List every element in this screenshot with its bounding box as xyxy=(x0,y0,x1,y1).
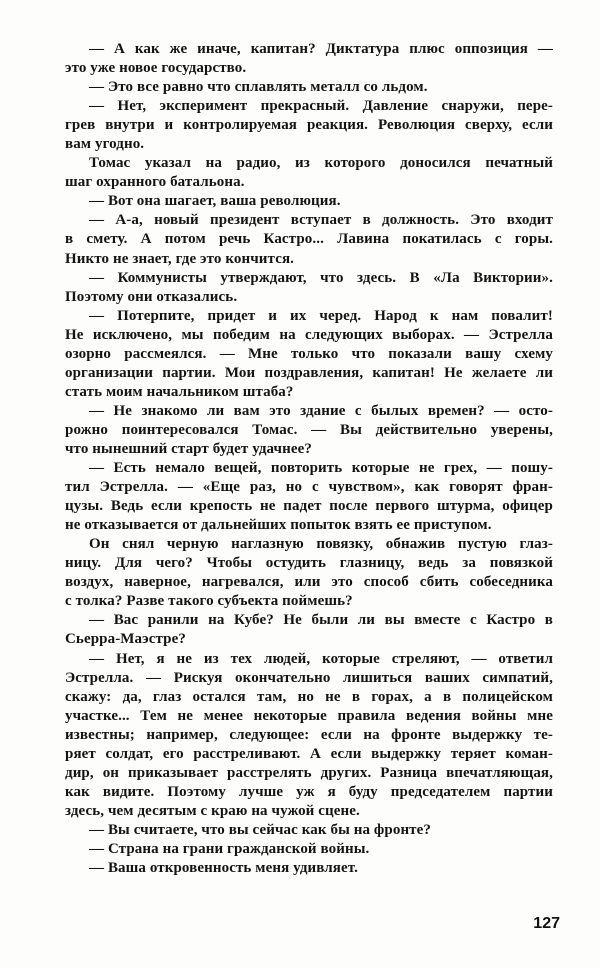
text-line: стать моим начальником штаба? xyxy=(65,383,294,400)
text-line: — Потерпите, придет и их черед. Народ к нам повалит! xyxy=(89,307,553,324)
text-line: что нынешний старт будет удачнее? xyxy=(65,440,312,457)
text-line: не отказывается от дальнейших попыток взять ее приступом. xyxy=(65,517,492,534)
text-line: здесь, чем десятым с краю на чужой сцене. xyxy=(65,802,360,819)
text-line: озорно рассмеялся. — Мне только что показали вашу схему xyxy=(65,345,553,362)
text-line: Сьерра-Маэстре? xyxy=(65,631,186,648)
text-line: — Нет, я не из тех людей, которые стреляют, — ответил xyxy=(89,650,553,667)
body-text xyxy=(65,40,553,878)
text-line: Он снял черную наглазную повязку, обнажив пустую глаз- xyxy=(89,536,553,553)
text-line: — Страна на грани гражданской войны. xyxy=(89,840,370,857)
text-line: — Это все равно что сплавлять металл со льдом. xyxy=(89,79,428,96)
text-line: — Вас ранили на Кубе? Не были ли вы вместе с Кастро в xyxy=(89,612,553,629)
text-line: цузы. Ведь если крепость не падет после первого штурма, офицер xyxy=(65,498,553,515)
text-line: — Вот она шагает, ваша революция. xyxy=(89,193,341,210)
text-line: шаг охранного батальона. xyxy=(65,174,245,191)
text-line: вам угодно. xyxy=(65,136,145,153)
page-number: 127 xyxy=(533,915,560,932)
text-line: с толка? Разве такого субъекта поймешь? xyxy=(65,593,353,610)
text-line: — Вы считаете, что вы сейчас как бы на фронте? xyxy=(89,821,432,838)
text-line: — Коммунисты утверждают, что здесь. В «Ла Виктории». xyxy=(89,269,553,286)
text-line: — А-а, новый президент вступает в должность. Это входит xyxy=(89,212,553,229)
text-line: как видите. Поэтому лучше уж я буду председателем партии xyxy=(65,783,553,800)
text-line: рожно поинтересовался Томас. — Вы действительно уверены, xyxy=(65,421,553,438)
text-line: ряет солдат, его расстреливают. А если выдержку теряет коман- xyxy=(65,745,553,762)
text-line: это уже новое государство. xyxy=(65,60,247,77)
text-line: известны; например, следующее: если на фронте выдержку те- xyxy=(65,726,553,743)
text-line: Никто не знает, где это кончится. xyxy=(65,250,295,267)
text-line: дир, он приказывает расстрелять других. Разница впечатляющая, xyxy=(65,764,553,781)
text-line: тил Эстрелла. — «Еще раз, но с чувством», как говорят фран- xyxy=(65,479,553,496)
text-line: — Не знакомо ли вам это здание с былых времен? — осто- xyxy=(89,402,553,419)
text-line: грев внутри и контролируемая реакция. Революция сверху, если xyxy=(65,117,553,134)
text-line: — Ваша откровенность меня удивляет. xyxy=(89,860,358,877)
text-line: участке... Тем не менее некоторые правила ведения войны мне xyxy=(65,707,553,724)
text-line: Эстрелла. — Рискуя окончательно лишиться ваших симпатий, xyxy=(65,669,553,686)
text-line: скажу: да, глаз остался там, но не в горах, а в полицейском xyxy=(65,688,553,705)
text-line: Не исключено, мы победим на следующих выборах. — Эстрелла xyxy=(65,326,553,343)
text-line: — Есть немало вещей, повторить которые не грех, — пошу- xyxy=(89,460,553,477)
text-line: организации партии. Мои поздравления, капитан! Не желаете ли xyxy=(65,364,553,381)
text-line: Поэтому они отказались. xyxy=(65,288,238,305)
text-line: Томас указал на радио, из которого доносился печатный xyxy=(89,155,553,172)
text-line: — Нет, эксперимент прекрасный. Давление снаружи, пере- xyxy=(89,98,553,115)
text-line: ницу. Для чего? Чтобы остудить глазницу, ведь за повязкой xyxy=(65,555,553,572)
text-line: — А как же иначе, капитан? Диктатура плюс оппозиция — xyxy=(89,41,553,57)
text-line: воздух, наверное, нагревался, или это способ сбить собеседника xyxy=(65,574,553,591)
text-line: в смету. А потом речь Кастро... Лавина покатилась с горы. xyxy=(65,231,553,248)
